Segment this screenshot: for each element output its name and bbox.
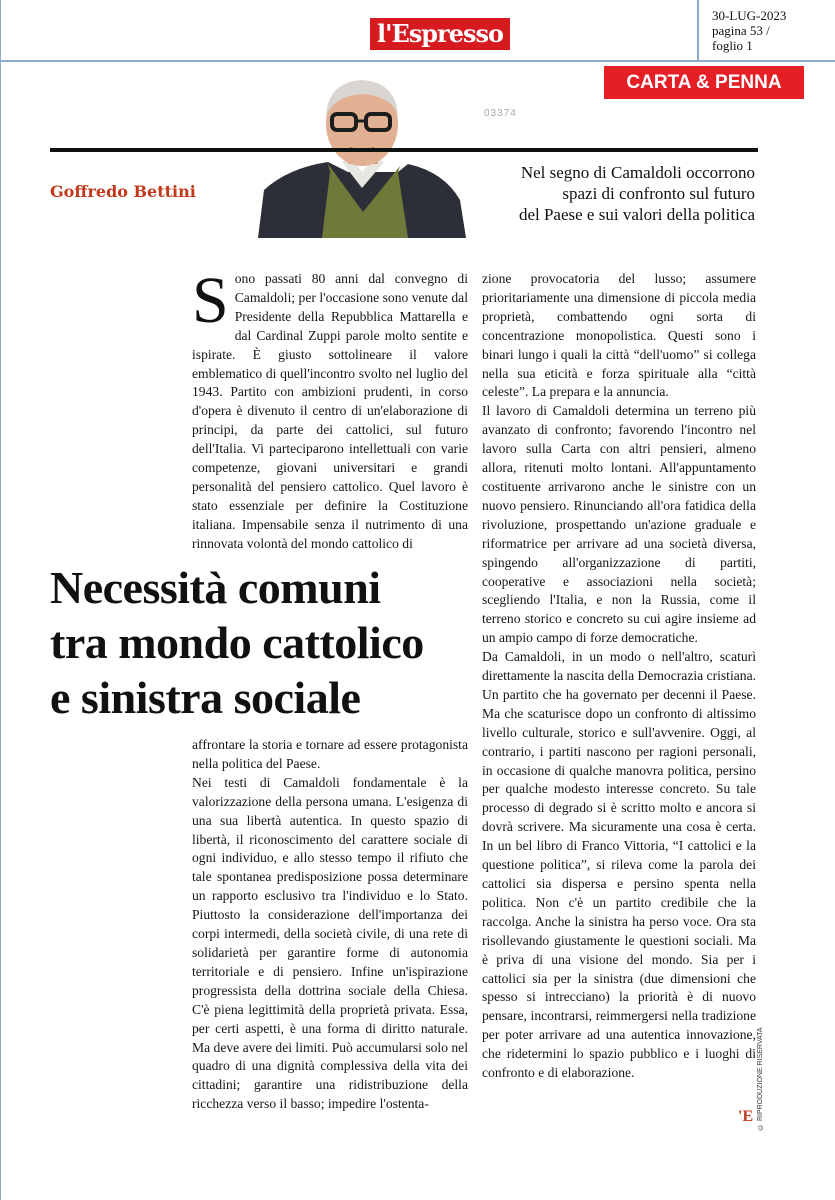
article-code: 03374: [484, 108, 517, 119]
body-column-1-top: [192, 264, 468, 554]
deck-line: Nel segno di Camaldoli occorrono: [520, 163, 755, 182]
clipping-meta: [712, 8, 786, 53]
clipping-page: pagina 53 /: [712, 23, 770, 38]
drop-cap: S: [192, 264, 229, 337]
header-divider: [697, 0, 699, 62]
author-portrait: [258, 72, 466, 238]
body-paragraph: Nei testi di Camaldoli fondamentale è la valorizzazione della persona umana. L'esigenza di una sua libertà autentica. In questo spazio di libertà, il riconoscimento del carattere sociale di ogni individuo, e allo stesso tempo il rifiuto che tale spontanea predisposizione possa determinare un rapporto esclusivo tra l'individuo e lo Stato. Piuttosto la considerazione dell'importanza dei corpi intermedi, della società civile, di una rete di solidarietà per garantire forme di autonomia territoriale e di pensiero. Infine un'ispirazione progressista della dottrina sociale della Chiesa. C'è piena legittimità della proprietà privata. Essa, per certi aspetti, è una forma di diritto naturale. Ma deve avere dei limiti. Può accumularsi solo nel quadro di una dignità complessiva della vita dei cittadini; garantire una ridistribuzione della ricchezza verso il basso; impedire l'ostenta-: [192, 774, 468, 1112]
deck-line: spazi di confronto sul futuro: [562, 184, 755, 203]
article-headline: [50, 560, 470, 725]
headline-line: Necessità comuni: [50, 562, 381, 613]
article-deck: [490, 162, 755, 225]
clipping-date: 30-LUG-2023: [712, 8, 787, 23]
body-column-1-bottom: [192, 736, 468, 1114]
headline-line: tra mondo cattolico: [50, 617, 424, 668]
header-rule: [50, 148, 758, 152]
end-mark: 'E: [738, 1108, 754, 1125]
clipping-header: [0, 0, 835, 62]
copyright-credit: © RIPRODUZIONE RISERVATA: [757, 1027, 764, 1130]
body-column-2: [482, 270, 756, 1083]
deck-line: del Paese e sui valori della politica: [518, 205, 755, 224]
author-photo-illustration: [258, 72, 466, 238]
body-paragraph: affrontare la storia e tornare ad essere protagonista nella politica del Paese.: [192, 737, 468, 771]
author-name: Goffredo Bettini: [50, 182, 196, 201]
section-tag: CARTA & PENNA: [604, 66, 804, 99]
body-paragraph: ono passati 80 anni dal convegno di Camaldoli; per l'occasione sono venute dal Presidente della Repubblica Mattarella e dal Cardinal Zuppi parole molto sentite e ispirate. È giusto sottolineare il valore emblematico di quell'incontro svolto nel luglio del 1943. Partito con ambizioni prudenti, in corso d'opera è divenuto il centro di un'elaborazione di principi, da parte dei cattolici, sul futuro dell'Italia. Vi parteciparono intellettuali con varie competenze, giovani universitari e grandi personalità del pensiero cattolico. Quel lavoro è stato essenziale per definire la Costituzione italiana. Impensabile senza il nutrimento di una rinnovata volontà del mondo cattolico di: [192, 271, 468, 551]
headline-line: e sinistra sociale: [50, 672, 361, 723]
clipping-sheet: foglio 1: [712, 38, 753, 53]
body-paragraph: zione provocatoria del lusso; assumere prioritariamente una dimensione di piccola media proprietà, combattendo ogni sorta di concentrazione monopolistica. Questi sono i binari lungo i quali la città “dell'uomo” si collega nella sua eticità e forza spirituale alla “città celeste”. La prepara e la annuncia.: [482, 271, 756, 400]
body-paragraph: Da Camaldoli, in un modo o nell'altro, scaturì direttamente la nascita della Democrazia cristiana. Un partito che ha governato per decenni il Paese. Ma che scaturisce dopo un confronto di altissimo livello culturale, storico e sull'avvenire. Oggi, al contrario, i partiti nascono per ragioni personali, in occasione di qualche manovra politica, persino per qualche modesto interesse concreto. Su tale processo di degrado si è scritto molto e ancora si dovrà scrivere. Ma sicuramente una cosa è certa. In un bel libro di Franco Vittoria, “I cattolici e la questione politica”, si rileva come la parola dei cattolici sia dispersa e persino spenta nella politica. Non c'è un partito credibile che la raccolga. Anche la sinistra ha perso voce. Ora sta risollevando giustamente le questioni sociali. Ma è priva di una visione del mondo. Sia per i cattolici sia per la sinistra (due dimensioni che spesso si intrecciano) la priorità è di nuovo pensare, incontrarsi, reimmergersi nella tradizione per poter arrivare ad una autentica innovazione, che ridetermini lo spazio pubblico e i luoghi di confronto e di elaborazione.: [482, 649, 756, 1081]
body-paragraph: Il lavoro di Camaldoli determina un terreno più avanzato di confronto; favorendo l'incontro nel lavoro sulla Carta con altri pensieri, almeno allora, ritenuti molto lontani. All'appuntamento costituente arrivarono anche le sinistre con un nuovo pensiero. Rinunciando all'ora fatidica della rivoluzione, prospettando un'azione graduale e riformatrice per arrivare ad una società diversa, spingendo all'organizzazione di partiti, cooperative e associazioni nella società; scegliendo l'Italia, e non la Russia, come il terreno storico e concreto su cui agire insieme ad un ampio campo di forze democratiche.: [482, 403, 756, 646]
publication-logo: l'Espresso: [370, 18, 510, 50]
